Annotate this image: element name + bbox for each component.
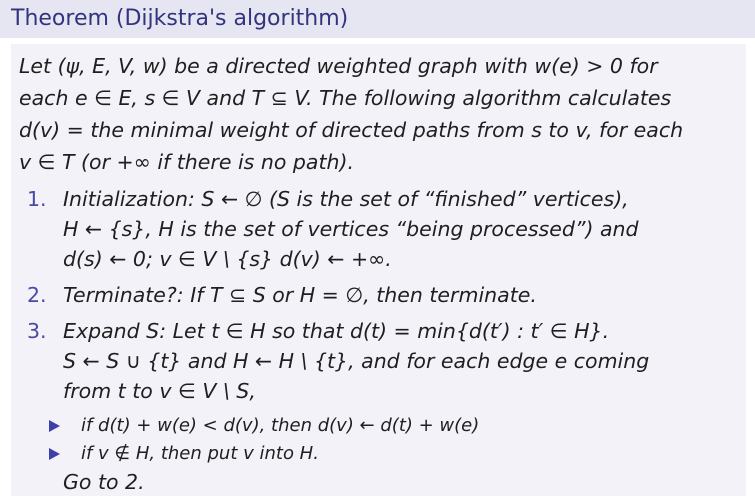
statement-line-4: v ∈ T (or +∞ if there is no path).	[19, 150, 355, 174]
statement-line-1: Let (ψ, E, V, w) be a directed weighted graph with w(e) > 0 for	[19, 54, 658, 78]
statement-line-3: d(v) = the minimal weight of directed paths from s to v, for each	[19, 118, 684, 142]
theorem-title: Theorem (Dijkstra's algorithm)	[11, 6, 349, 31]
bullet-triangle-icon	[49, 448, 60, 460]
step-line: from t to v ∈ V \ S,	[63, 379, 256, 403]
step-number: 3.	[27, 319, 47, 343]
step-expand	[27, 316, 737, 406]
theorem-body	[11, 44, 746, 496]
algorithm-steps	[27, 184, 737, 468]
sub-bullet-insert	[27, 440, 737, 468]
theorem-statement	[19, 50, 739, 178]
step-line: Initialization: S ← ∅ (S is the set of “finished” vertices),	[63, 187, 629, 211]
goto-step: Go to 2.	[63, 470, 145, 494]
theorem-header	[0, 0, 755, 38]
step-number: 2.	[27, 283, 47, 307]
step-line: Expand S: Let t ∈ H so that d(t) = min{d(t′) : t′ ∈ H}.	[63, 319, 610, 343]
step-terminate	[27, 280, 737, 310]
step-line: H ← {s}, H is the set of vertices “being processed”) and	[63, 217, 639, 241]
step-line: S ← S ∪ {t} and H ← H \ {t}, and for each edge e coming	[63, 349, 650, 373]
step-initialization	[27, 184, 737, 274]
statement-line-2: each e ∈ E, s ∈ V and T ⊆ V. The following algorithm calculates	[19, 86, 672, 110]
bullet-triangle-icon	[49, 420, 60, 432]
bullet-text: if v ∉ H, then put v into H.	[81, 443, 319, 464]
step-number: 1.	[27, 187, 47, 211]
step-line: Terminate?: If T ⊆ S or H = ∅, then terminate.	[63, 283, 537, 307]
step-line: d(s) ← 0; v ∈ V \ {s} d(v) ← +∞.	[63, 247, 392, 271]
bullet-text: if d(t) + w(e) < d(v), then d(v) ← d(t) + w(e)	[81, 415, 480, 436]
sub-bullet-relax	[27, 412, 737, 440]
